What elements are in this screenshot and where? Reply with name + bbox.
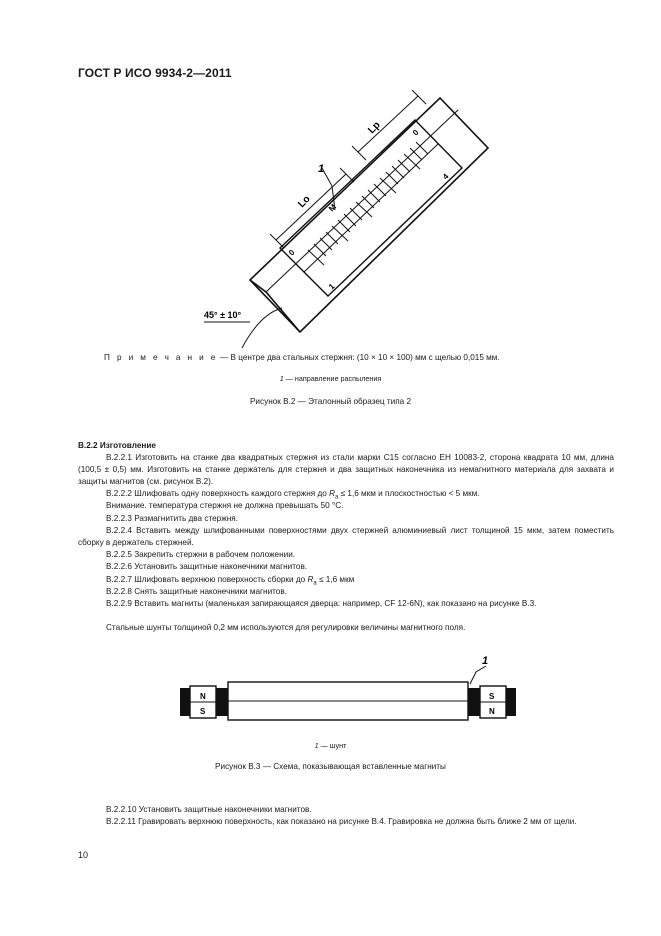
para-b228: В.2.2.8 Снять защитные наконечники магнитов. (106, 587, 287, 596)
para-b223: В.2.2.3 Размагнитить два стержня. (106, 514, 238, 523)
mark-1: 1 (326, 281, 337, 292)
page-header: ГОСТ Р ИСО 9934-2—2011 (78, 66, 232, 80)
figure-b2-note: П р и м е ч а н и е — В центре два стальных стержня: (10 × 10 × 100) мм с щелью 0,015 мм. (104, 353, 500, 362)
label-1: 1 (318, 163, 325, 175)
label-angle: 45° ± 10° (204, 310, 242, 320)
figure-b2-legend: 1 — направление распыления (279, 374, 382, 383)
para-b221: В.2.2.1 Изготовить на станке два квадратных стержня из стали марки С15 согласно ЕН 10083-2, сторона квадрата 10 мм, длина (100,5 ± 0,5) мм. Изготовить на станке держатель для стержня и два защитных наконечника из немагнитного материала для захвата и защиты магнитов (см. рисунок В.2). (78, 453, 614, 486)
figure-b3-drawing (176, 650, 520, 730)
shunt-label-1: 1 (482, 655, 489, 667)
mark-0a: 0 (286, 247, 297, 258)
para-b222: В.2.2.2 Шлифовать одну поверхность каждого стержня до $R_a \le 1,6$ мкм и плоскостностью < 5 мкм. (106, 489, 480, 501)
figure-b2-caption: Рисунок В.2 — Эталонный образец типа 2 (249, 397, 412, 406)
para-b226: В.2.2.6 Установить защитные наконечники магнитов. (106, 562, 308, 571)
para-warning: Внимание. температура стержня не должна превышать 50 °С. (106, 501, 344, 510)
label-lp: Lp (366, 119, 383, 137)
reference-block-outline (250, 98, 488, 332)
para-b227: В.2.2.7 Шлифовать верхнюю поверхность сборки до $R_a \le 1,6$ мкм (106, 575, 355, 587)
figure-b2-drawing (190, 90, 500, 350)
para-b2211: В.2.2.11 Гравировать верхнюю поверхность, как показано на рисунке В.4. Гравировка не должна быть ближе 2 мм от щели. (106, 817, 577, 826)
section-heading: В.2.2 Изготовление (78, 441, 156, 450)
mark-4: 4 (440, 171, 451, 182)
left-magnet-s: S (200, 707, 206, 716)
para-shunts: Стальные шунты толщиной 0,2 мм используются для регулировки величины магнитного поля. (106, 623, 466, 632)
mark-0b: 0 (410, 127, 421, 138)
left-magnet-n: N (200, 692, 206, 701)
right-magnet-n: N (489, 707, 495, 716)
right-magnet-s: S (489, 692, 495, 701)
figure-b3-caption: Рисунок В.3 — Схема, показывающая вставленные магниты (215, 762, 446, 771)
figure-b3-legend: 1 — шунт (314, 741, 347, 750)
para-b229: В.2.2.9 Вставить магниты (маленькая запирающаяся дверца: например, CF 12-6N), как показано на рисунке В.3. (106, 599, 537, 608)
para-b2210: В.2.2.10 Установить защитные наконечники магнитов. (106, 805, 312, 814)
label-lo: Lo (296, 193, 313, 211)
mark-m: M (326, 202, 339, 214)
para-b224: В.2.2.4 Вставить между шлифованными поверхностями двух стержней алюминиевый лист толщиной 15 мкм, затем поместить сборку в держатель стержней. (78, 526, 614, 547)
para-b225: В.2.2.5 Закрепить стержни в рабочем положении. (106, 550, 296, 559)
page-number: 10 (78, 850, 89, 860)
